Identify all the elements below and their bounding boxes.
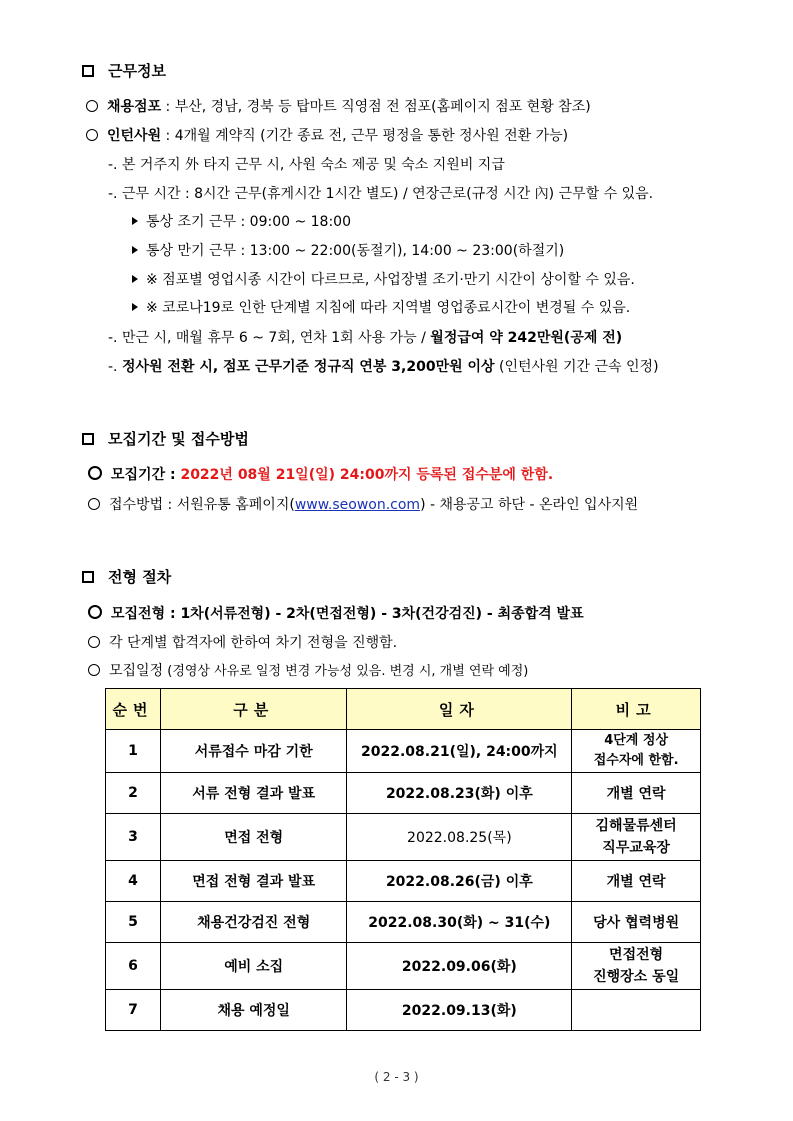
- row-item: 면접 전형: [160, 814, 347, 861]
- row-note-line1: 4단계 정상: [604, 733, 669, 748]
- row-item: 서류 전형 결과 발표: [160, 773, 347, 814]
- circle-bullet-icon: [88, 498, 100, 510]
- row-note: [572, 943, 701, 990]
- each-text: 각 단계별 합격자에 한하여 차기 전형을 진행함.: [109, 635, 398, 651]
- triangle-bullet-icon: [132, 275, 138, 283]
- method-text: 접수방법 : 서원유통 홈페이지(: [109, 497, 295, 513]
- method-line: [88, 495, 638, 515]
- salary-line: [108, 357, 659, 377]
- row-item: 예비 소집: [160, 943, 347, 990]
- square-bullet-icon: [82, 433, 94, 445]
- row-date: 2022.08.23(화) 이후: [347, 773, 572, 814]
- intern-text: : 4개월 계약직 (기간 종료 전, 근무 평정을 통한 정사원 전환 가능): [161, 128, 569, 144]
- section-heading-recruit: [82, 428, 249, 449]
- row-item: 서류접수 마감 기한: [160, 730, 347, 773]
- note2-line: [132, 298, 630, 318]
- period-label: 모집기간 :: [111, 467, 181, 483]
- row-date: 2022.08.26(금) 이후: [347, 861, 572, 902]
- header-note: 비고: [572, 689, 701, 730]
- leave-line: [108, 328, 622, 348]
- row-date: 2022.08.30(화) ~ 31(수): [347, 902, 572, 943]
- recruit-heading: 모집기간 및 접수방법: [108, 430, 249, 448]
- stores-line: [86, 97, 591, 117]
- circle-bullet-icon: [86, 100, 98, 112]
- row-date: 2022.08.25(목): [347, 814, 572, 861]
- row-note-line2: 접수자에 한함.: [593, 753, 679, 768]
- intern-line: [86, 126, 568, 146]
- header-date: 일자: [347, 689, 572, 730]
- row-date: 2022.09.13(화): [347, 990, 572, 1031]
- row-note-line1: 김해물류센터: [595, 818, 677, 834]
- dorm-line: -. 본 거주지 外 타지 근무 시, 사원 숙소 제공 및 숙소 지원비 지급: [108, 157, 505, 173]
- early-shift-text: 통상 조기 근무 : 09:00 ~ 18:00: [146, 214, 351, 230]
- stores-text: : 부산, 경남, 경북 등 탑마트 직영점 전 점포(홈페이지 점포 현황 참조): [161, 99, 591, 115]
- process-heading: 전형 절차: [108, 568, 172, 586]
- page-number: ( 2 - 3 ): [374, 1070, 419, 1084]
- triangle-bullet-icon: [132, 303, 138, 311]
- salary-bold-text: 정사원 전환 시, 점포 근무기준 정규직 연봉 3,200만원 이상: [121, 359, 495, 375]
- salary-text: (인턴사원 기간 근속 인정): [494, 359, 659, 375]
- circle-bullet-icon: [88, 664, 100, 676]
- work-heading: 근무정보: [108, 62, 166, 80]
- early-shift-line: [132, 212, 351, 232]
- row-no: 2: [106, 773, 161, 814]
- table-row: [106, 773, 701, 814]
- late-shift-text: 통상 만기 근무 : 13:00 ~ 22:00(동절기), 14:00 ~ 23:00(하절기): [146, 243, 565, 259]
- row-no: 1: [106, 730, 161, 773]
- table-header-row: [106, 689, 701, 730]
- header-item: 구분: [160, 689, 347, 730]
- section-heading-work: [82, 60, 166, 81]
- circle-bullet-icon: [88, 605, 102, 619]
- table-row: [106, 902, 701, 943]
- row-no: 5: [106, 902, 161, 943]
- note1-line: [132, 270, 635, 290]
- row-no: 6: [106, 943, 161, 990]
- steps-line: [88, 604, 584, 624]
- row-date: 2022.08.21(일), 24:00까지: [347, 730, 572, 773]
- schedule-line: [88, 661, 528, 682]
- circle-bullet-icon: [88, 466, 102, 480]
- table-row: [106, 990, 701, 1031]
- schedule-label: 모집일정: [109, 663, 164, 679]
- section-heading-process: [82, 566, 171, 587]
- homepage-link[interactable]: www.seowon.com: [294, 497, 421, 513]
- square-bullet-icon: [82, 65, 94, 77]
- row-note-line2: 진행장소 동일: [593, 969, 680, 985]
- table-row: [106, 861, 701, 902]
- triangle-bullet-icon: [132, 217, 138, 225]
- row-note-line1: 면접전형: [609, 947, 664, 963]
- note2-text: ※ 코로나19로 인한 단계별 지침에 따라 지역별 영업종료시간이 변경될 수 있음.: [146, 300, 631, 316]
- row-note: 개별 연락: [572, 861, 701, 902]
- row-note: 개별 연락: [572, 773, 701, 814]
- each-line: [88, 633, 397, 653]
- triangle-bullet-icon: [132, 246, 138, 254]
- stores-label: 채용점포: [107, 99, 162, 115]
- period-value: 2022년 08월 21일(일) 24:00까지 등록된 접수분에 한함.: [180, 467, 554, 483]
- table-row: [106, 943, 701, 990]
- table-row: [106, 730, 701, 773]
- intern-label: 인턴사원: [107, 128, 162, 144]
- circle-bullet-icon: [86, 129, 98, 141]
- row-note: 당사 협력병원: [572, 902, 701, 943]
- hours-line: -. 근무 시간 : 8시간 근무(휴게시간 1시간 별도) / 연장근로(규정 시간 內) 근무할 수 있음.: [108, 186, 654, 202]
- late-shift-line: [132, 241, 564, 261]
- schedule-table: [105, 688, 701, 1031]
- row-note: [572, 990, 701, 1031]
- leave-text: -. 만근 시, 매월 휴무 6 ~ 7회, 연차 1회 사용 가능 /: [108, 330, 431, 346]
- salary-prefix: -.: [108, 359, 122, 375]
- circle-bullet-icon: [88, 636, 100, 648]
- row-date: 2022.09.06(화): [347, 943, 572, 990]
- row-item: 채용건강검진 전형: [160, 902, 347, 943]
- row-note: [572, 814, 701, 861]
- row-note-line2: 직무교육장: [602, 840, 670, 856]
- note1-text: ※ 점포별 영업시종 시간이 다르므로, 사업장별 조기·만기 시간이 상이할 수 있음.: [146, 272, 635, 288]
- row-no: 3: [106, 814, 161, 861]
- row-no: 4: [106, 861, 161, 902]
- row-note: [572, 730, 701, 773]
- square-bullet-icon: [82, 571, 94, 583]
- period-line: [88, 465, 553, 485]
- schedule-note: (경영상 사유로 일정 변경 가능성 있음. 변경 시, 개별 연락 예정): [163, 664, 529, 679]
- header-no: 순번: [106, 689, 161, 730]
- row-item: 채용 예정일: [160, 990, 347, 1031]
- row-no: 7: [106, 990, 161, 1031]
- row-item: 면접 전형 결과 발표: [160, 861, 347, 902]
- method-suffix: ) - 채용공고 하단 - 온라인 입사지원: [420, 497, 639, 513]
- leave-bold-text: 월정급여 약 242만원(공제 전): [430, 330, 623, 346]
- table-row: [106, 814, 701, 861]
- steps-text: 모집전형 : 1차(서류전형) - 2차(면접전형) - 3차(건강검진) - 최종합격 발표: [111, 606, 584, 622]
